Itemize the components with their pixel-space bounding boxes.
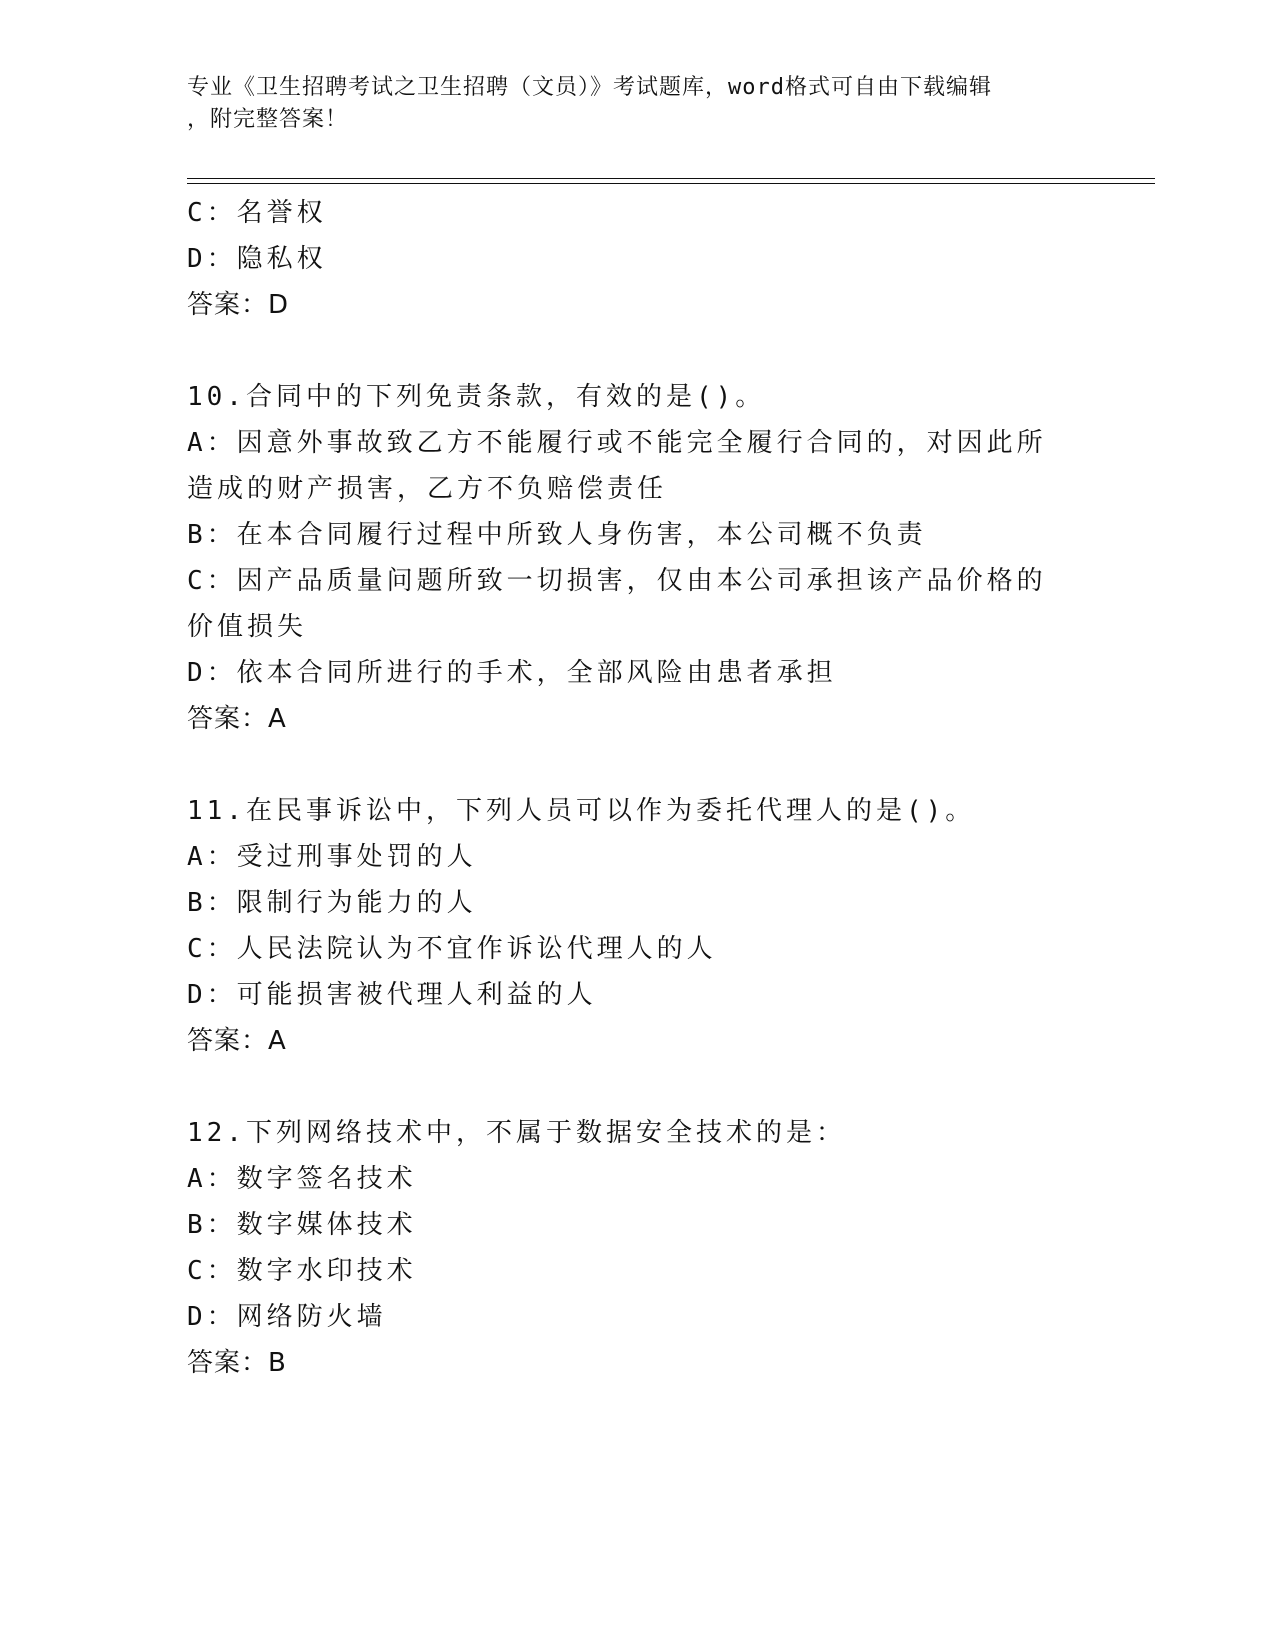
header-line-2: ，附完整答案！: [187, 107, 349, 132]
document-body: [187, 190, 1087, 1386]
answer-line: 答案：A: [187, 1026, 287, 1056]
answer-line: 答案：A: [187, 704, 287, 734]
option-b: B：限制行为能力的人: [187, 888, 477, 918]
previous-question-tail: [187, 190, 1087, 328]
option-a: A：因意外事故致乙方不能履行或不能完全履行合同的，对因此所造成的财产损害，乙方不负赔偿责任: [187, 428, 1047, 504]
question-10: [187, 374, 1087, 742]
option-d: D：可能损害被代理人利益的人: [187, 980, 597, 1010]
header-line-1: 专业《卫生招聘考试之卫生招聘（文员）》考试题库，word格式可自由下载编辑: [187, 75, 992, 100]
question-stem: 12.下列网络技术中，不属于数据安全技术的是：: [187, 1118, 846, 1148]
option-c: C：因产品质量问题所致一切损害，仅由本公司承担该产品价格的价值损失: [187, 566, 1047, 642]
question-stem: 10.合同中的下列免责条款，有效的是()。: [187, 382, 766, 412]
option-a: A：受过刑事处罚的人: [187, 842, 477, 872]
question-12: [187, 1110, 1087, 1386]
option-c: C：数字水印技术: [187, 1256, 417, 1286]
header-divider: [187, 178, 1155, 184]
answer-line: 答案：B: [187, 1348, 287, 1378]
option-b: B：数字媒体技术: [187, 1210, 417, 1240]
option-a: A：数字签名技术: [187, 1164, 417, 1194]
page-header: [187, 72, 1067, 136]
option-d: D：隐私权: [187, 244, 327, 274]
option-c: C：名誉权: [187, 198, 327, 228]
option-d: D：依本合同所进行的手术，全部风险由患者承担: [187, 658, 837, 688]
option-d: D：网络防火墙: [187, 1302, 387, 1332]
option-c: C：人民法院认为不宜作诉讼代理人的人: [187, 934, 717, 964]
question-11: [187, 788, 1087, 1064]
option-b: B：在本合同履行过程中所致人身伤害，本公司概不负责: [187, 520, 927, 550]
answer-line: 答案：D: [187, 290, 290, 320]
question-stem: 11.在民事诉讼中，下列人员可以作为委托代理人的是()。: [187, 796, 976, 826]
